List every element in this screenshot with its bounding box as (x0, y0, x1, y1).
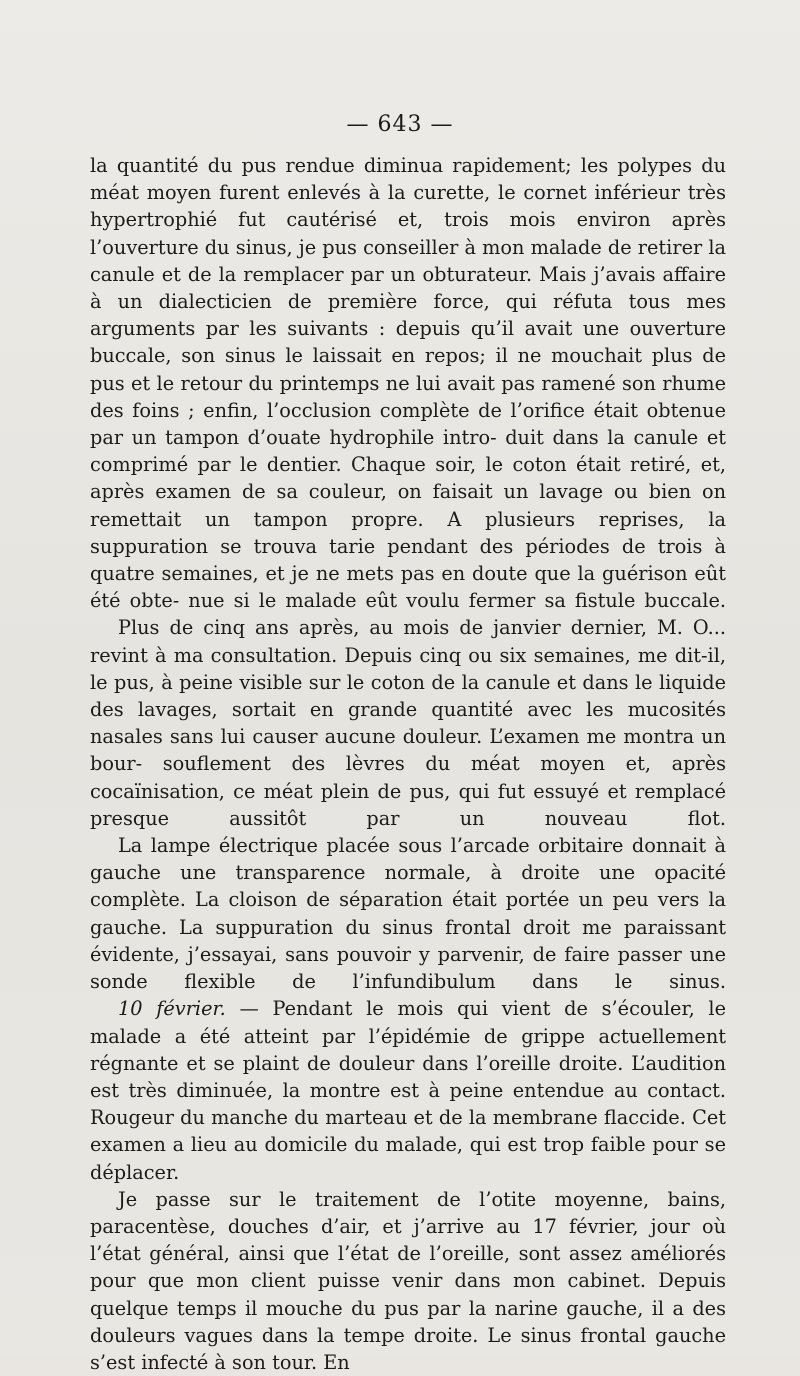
page-number: — 643 — (346, 112, 454, 137)
text-line: ou bien on remettait un tampon propre. A plusieurs reprises, la (90, 480, 726, 531)
paragraph-4 (90, 995, 726, 1185)
text-line: marteau et de la membrane flaccide. Cet examen a lieu au domicile (90, 1106, 726, 1157)
text-line: que l’état de l’oreille, sont assez améliorés pour que mon client (90, 1242, 726, 1293)
text-line: des lavages, sortait en grande quantité avec les mucosités nasales (90, 698, 726, 749)
text-line: méat plein de pus, qui fut essuyé et remplacé presque aussitôt par (90, 779, 726, 830)
text-line: douches d’air, et j’arrive au 17 février, jour où l’état général, ainsi (90, 1214, 726, 1266)
text-line: nue si le malade eût voulu fermer sa fistule buccale. (188, 589, 726, 613)
paragraph-5 (90, 1186, 726, 1376)
entry-date: 10 février. (118, 997, 226, 1021)
text-line: avait pas ramené son rhume des foins ; enfin, l’occlusion complète (90, 371, 727, 422)
text-line: depuis qu’il avait une ouverture buccale, son sinus le laissait en (90, 317, 726, 368)
text-line: tempe droite. Le sinus frontal gauche s’est infecté à son tour. En (90, 1323, 726, 1374)
text-line: hypertrophié fut cautérisé et, trois mois environ après l’ouverture (90, 208, 726, 259)
text-line: puisse venir dans mon cabinet. Depuis quelque temps il mouche (90, 1269, 726, 1320)
text-line: semaines, et je ne mets pas en doute que la guérison eût été obte- (90, 562, 726, 613)
text-line: Je passe sur le traitement de l’otite moyenne, bains, paracentèse, (90, 1187, 726, 1238)
text-line: plaint de douleur dans l’oreille droite. L’audition est très diminuée, (90, 1051, 726, 1102)
text-line: duit dans la canule et comprimé par le dentier. Chaque soir, le (90, 426, 726, 477)
text-line: du malade, qui est trop faible pour se déplacer. (90, 1133, 726, 1184)
text-line: méat moyen furent enlevés à la curette, le cornet inférieur très (90, 181, 726, 205)
text-line: la quantité du pus rendue diminua rapidement; les polypes du (90, 154, 726, 177)
text-line: La lampe électrique placée sous l’arcade orbitaire donnait à (118, 834, 726, 858)
text-line: l’infundibulum dans le sinus. (352, 970, 726, 994)
text-line: de première force, qui réfuta tous mes arguments par les suivants : (90, 290, 726, 341)
paragraph-2 (90, 614, 726, 832)
paragraph-1 (90, 152, 726, 614)
text-line: suppuration se trouva tarie pendant des périodes de trois à quatre (90, 534, 726, 586)
text-line: a été atteint par l’épidémie de grippe actuellement régnante et se (90, 1024, 726, 1075)
body-text (90, 152, 726, 1376)
text-line: repos; il ne mouchait plus de pus et le retour du printemps ne lui (90, 344, 726, 395)
text-line: coton était retiré, et, après examen de sa couleur, on faisait un lavage (90, 453, 726, 504)
text-line: sans lui causer aucune douleur. L’examen me montra un bour- (90, 725, 726, 776)
text-line: — Pendant le mois qui vient de s’écouler, le malade (90, 997, 727, 1048)
text-line: de l’orifice était obtenue par un tampon d’ouate hydrophile intro- (90, 398, 726, 450)
text-line: souflement des lèvres du méat moyen et, après cocaïnisation, ce (90, 752, 726, 803)
paragraph-3 (90, 832, 726, 995)
text-line: du sinus, je pus conseiller à mon malade de retirer la canule et de (90, 235, 726, 286)
text-line: un nouveau flot. (459, 806, 726, 830)
text-line: la remplacer par un obturateur. Mais j’avais affaire à un dialecticien (90, 262, 726, 314)
text-line: du pus par la narine gauche, il a des douleurs vagues dans la (90, 1296, 726, 1347)
text-line: le pus, à peine visible sur le coton de la canule et dans le liquide (90, 670, 726, 694)
text-line: la montre est à peine entendue au contact. Rougeur du manche du (90, 1078, 726, 1130)
text-line: Plus de cinq ans après, au mois de janvier dernier, M. O... (118, 616, 726, 640)
text-line: gauche une transparence normale, à droite une opacité complète. (90, 861, 726, 912)
text-line: revint à ma consultation. Depuis cinq ou six semaines, me dit-il, (90, 643, 726, 667)
text-line: La cloison de séparation était portée un peu vers la gauche. La (90, 888, 726, 939)
text-line: suppuration du sinus frontal droit me paraissant évidente, j’essayai, (90, 915, 726, 966)
text-line: sans pouvoir y parvenir, de faire passer une sonde flexible de (90, 942, 726, 994)
